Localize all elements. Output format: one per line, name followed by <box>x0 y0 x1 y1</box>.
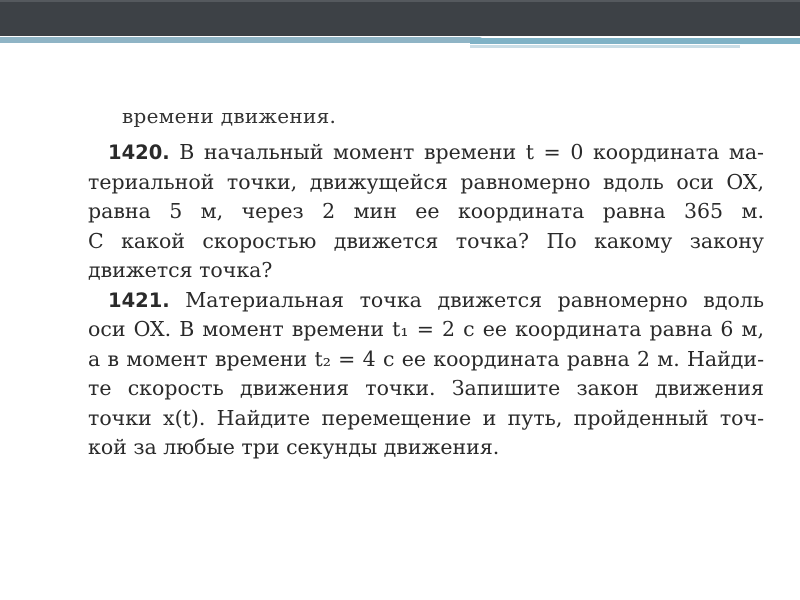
problem-line: кой за любые три секунды движения. <box>88 435 500 459</box>
slide-top-bar <box>0 0 800 36</box>
problem-line: оси OX. В момент времени t₁ = 2 с ее координата равна 6 м, <box>88 317 764 341</box>
problem-line: 1421. Материальная точка движется равномерно вдоль <box>108 287 764 312</box>
clipped-previous-line: времени движения. <box>122 112 337 128</box>
problem-line: 1420. В начальный момент времени t = 0 координата ма- <box>108 140 764 164</box>
textbook-page <box>68 138 764 463</box>
problem-line: те скорость движения точки. Запишите закон движения <box>88 376 764 400</box>
problem-1420 <box>68 138 764 286</box>
problem-line: териальной точки, движущейся равномерно вдоль оси OX, <box>88 169 764 194</box>
top-bar-highlight <box>0 0 800 2</box>
problem-line: точки x(t). Найдите перемещение и путь, пройденный точ- <box>88 405 764 430</box>
problem-line: С какой скоростью движется точка? По какому закону <box>88 228 764 253</box>
accent-line-light <box>470 45 740 48</box>
problem-1421 <box>68 286 764 463</box>
problem-line: а в момент времени t₂ = 4 с ее координата равна 2 м. Найди- <box>88 346 764 371</box>
accent-line-right <box>470 38 800 44</box>
problem-line: движется точка? <box>88 258 273 282</box>
problem-number: 1420. <box>108 141 170 164</box>
problem-line: равна 5 м, через 2 мин ее координата равна 365 м. <box>88 199 764 223</box>
problem-number: 1421. <box>108 288 170 312</box>
accent-bar-left <box>0 37 470 43</box>
